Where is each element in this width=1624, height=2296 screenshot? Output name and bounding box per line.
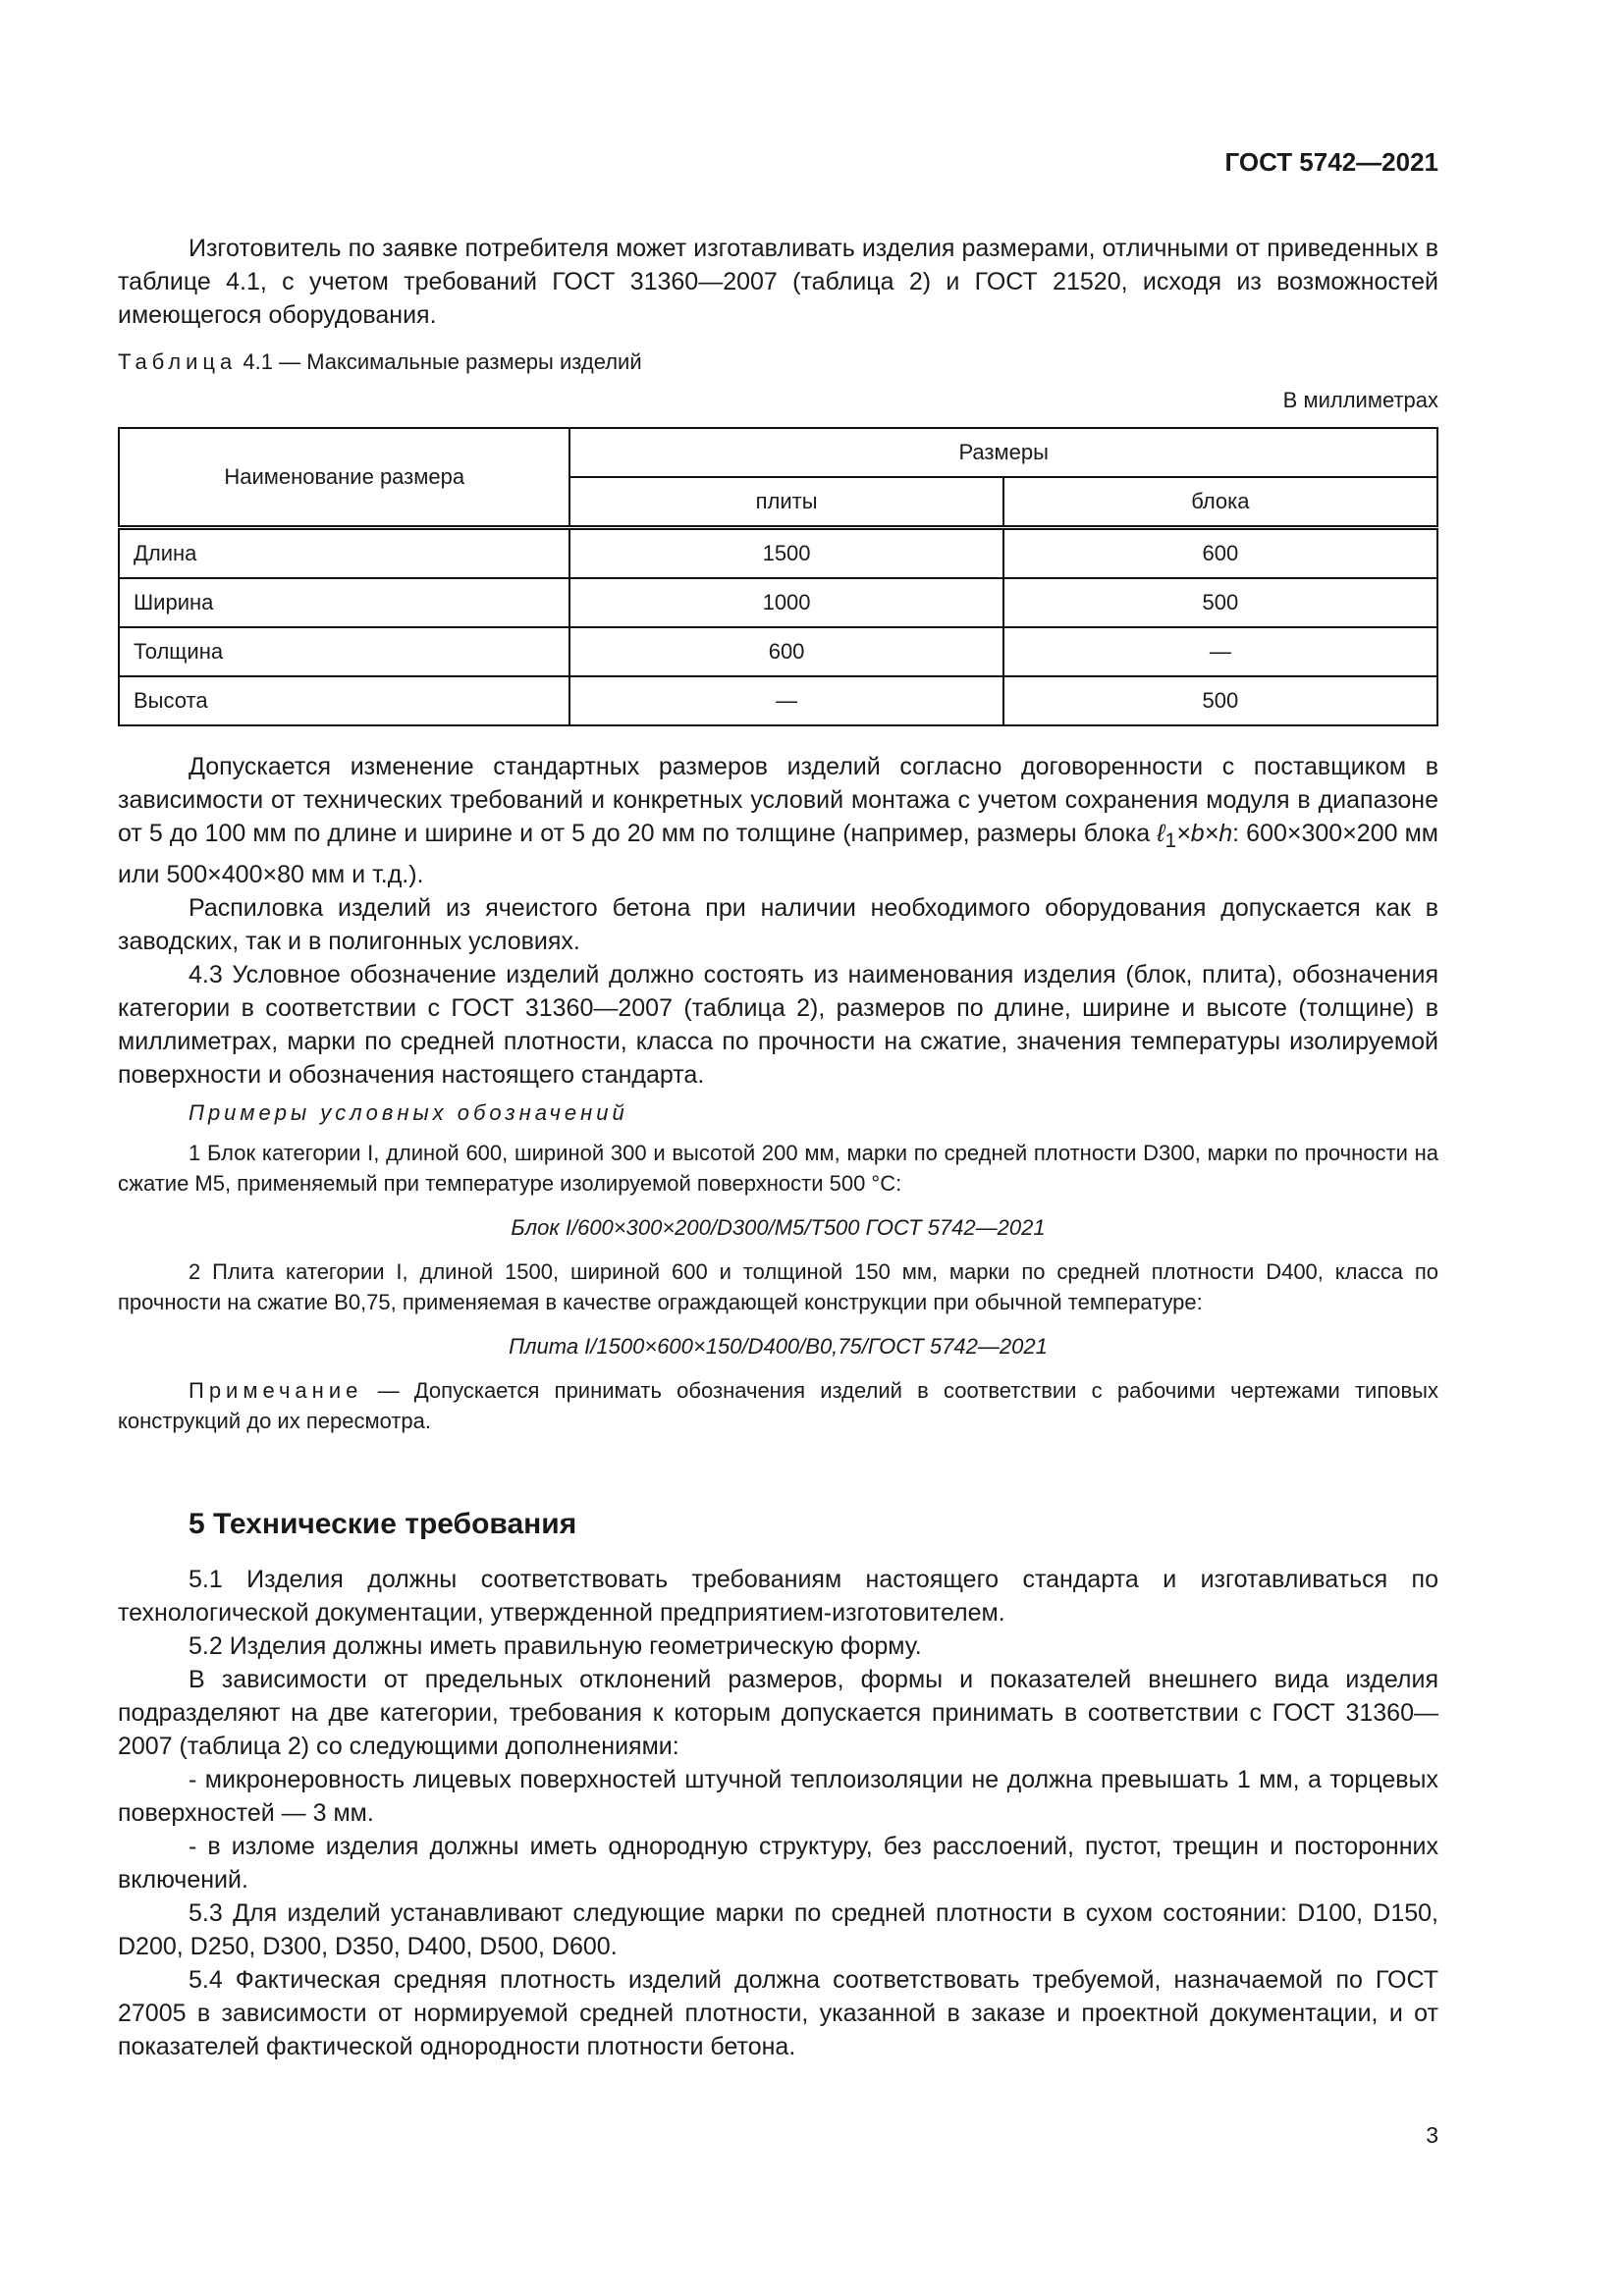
note [118,1375,1438,1436]
para-size-change-text: Допускается изменение стандартных размеров изделий согласно договоренности с поставщиком в зависимости от технических требований и конкретных условий монтажа с учетом сохранения модуля в диапазоне от 5 до 100 мм по длине и ширине и от 5 до 20 мм по толщине (например, размеры блока [118,753,1438,847]
row-name: Толщина [119,627,569,676]
page-number: 3 [1426,2122,1438,2148]
symbol-bh: ×b×h [1176,820,1233,847]
row-block-value: 500 [1003,676,1437,725]
table-row [119,528,1437,579]
para-5-1: 5.1 Изделия должны соответствовать требованиям настоящего стандарта и изготавливаться по технологической документации, утвержденной предприятием-изготовителем. [118,1566,1438,1627]
example-1: 1 Блок категории I, длиной 600, шириной 300 и высотой 200 мм, марки по средней плотности D300, марки по прочности на сжатие М5, применяемый при температуре изолируемой поверхности 500 °С: [118,1141,1438,1196]
header-group: Размеры [569,428,1437,477]
document-header: ГОСТ 5742—2021 [1224,147,1438,177]
para-categories: В зависимости от предельных отклонений размеров, формы и показателей внешнего вида изделия подразделяют на две категории, требования к которым допускается принимать в соответствии с ГОСТ 31360—2007 (таблица 2) со следующими дополнениями: [118,1666,1438,1760]
para-4-3: 4.3 Условное обозначение изделий должно состоять из наименования изделия (блок, плита), обозначения категории в соответствии с ГОСТ 31360—2007 (таблица 2), размеров по длине, ширине и высоте (толщине) в миллиметрах, марки по средней плотности, класса по прочности на сжатие, значения температуры изолируемой поверхности и обозначения настоящего стандарта. [118,961,1438,1089]
table-row [119,578,1437,627]
body-section-4 [118,750,1438,1436]
row-block-value: 600 [1003,528,1437,579]
row-plate-value: 1000 [569,578,1002,627]
examples-title: Примеры условных обозначений [189,1100,628,1125]
section-heading: 5 Технические требования [189,1508,577,1540]
symbol-l: ℓ [1157,820,1165,847]
row-name: Длина [119,528,569,579]
table-row [119,627,1437,676]
intro-text: Изготовитель по заявке потребителя может изготавливать изделия размерами, отличными от приведенных в таблице 4.1, с учетом требований ГОСТ 31360—2007 (таблица 2) и ГОСТ 21520, исходя из возможностей имеющегося оборудования. [118,235,1438,329]
para-size-change [118,750,1438,891]
table-caption-label: Таблица [118,349,238,374]
row-plate-value: 1500 [569,528,1002,579]
para-size-change-tail: : 600×300×200 мм или 500×400×80 мм и т.д.). [118,820,1438,888]
table-caption [118,347,1438,377]
example-1-code: Блок I/600×300×200/D300/М5/Т500 ГОСТ 5742—2021 [511,1215,1046,1240]
row-name: Ширина [119,578,569,627]
row-plate-value: 600 [569,627,1002,676]
list-item-structure: - в изломе изделия должны иметь однородную структуру, без расслоений, пустот, трещин и посторонних включений. [118,1833,1438,1894]
para-cutting: Распиловка изделий из ячеистого бетона при наличии необходимого оборудования допускается как в заводских, так и в полигонных условиях. [118,894,1438,955]
note-text: — Допускается принимать обозначения изделий в соответствии с рабочими чертежами типовых конструкций до их пересмотра. [118,1378,1438,1433]
row-plate-value: — [569,676,1002,725]
row-block-value: — [1003,627,1437,676]
list-item-micro: - микронеровность лицевых поверхностей штучной теплоизоляции не должна превышать 1 мм, а торцевых поверхностей — 3 мм. [118,1766,1438,1827]
intro-paragraph [118,232,1438,332]
para-5-3: 5.3 Для изделий устанавливают следующие марки по средней плотности в сухом состоянии: D100, D150, D200, D250, D300, D350, D400, D500, D600. [118,1899,1438,1960]
table-caption-text: 4.1 — Максимальные размеры изделий [243,349,642,374]
example-2-code: Плита I/1500×600×150/D400/В0,75/ГОСТ 5742—2021 [509,1334,1048,1359]
row-block-value: 500 [1003,578,1437,627]
header-name: Наименование размера [119,428,569,528]
dimensions-table [118,427,1438,726]
note-label: Примечание [189,1378,363,1403]
table-row [119,676,1437,725]
section-5 [118,1508,1438,2063]
example-2: 2 Плита категории I, длиной 1500, шириной 600 и толщиной 150 мм, марки по средней плотности D400, класса по прочности на сжатие В0,75, применяемая в качестве ограждающей конструкции при обычной температуре: [118,1259,1438,1314]
para-5-2: 5.2 Изделия должны иметь правильную геометрическую форму. [189,1632,922,1660]
row-name: Высота [119,676,569,725]
para-5-4: 5.4 Фактическая средняя плотность изделий должна соответствовать требуемой, назначаемой по ГОСТ 27005 в зависимости от нормируемой средней плотности, указанной в заказе и проектной документации, и от показателей фактической однородности плотности бетона. [118,1966,1438,2060]
header-blocks: блока [1003,477,1437,528]
symbol-subscript: 1 [1164,829,1177,852]
header-plates: плиты [569,477,1002,528]
table-units: В миллиметрах [1282,388,1438,412]
